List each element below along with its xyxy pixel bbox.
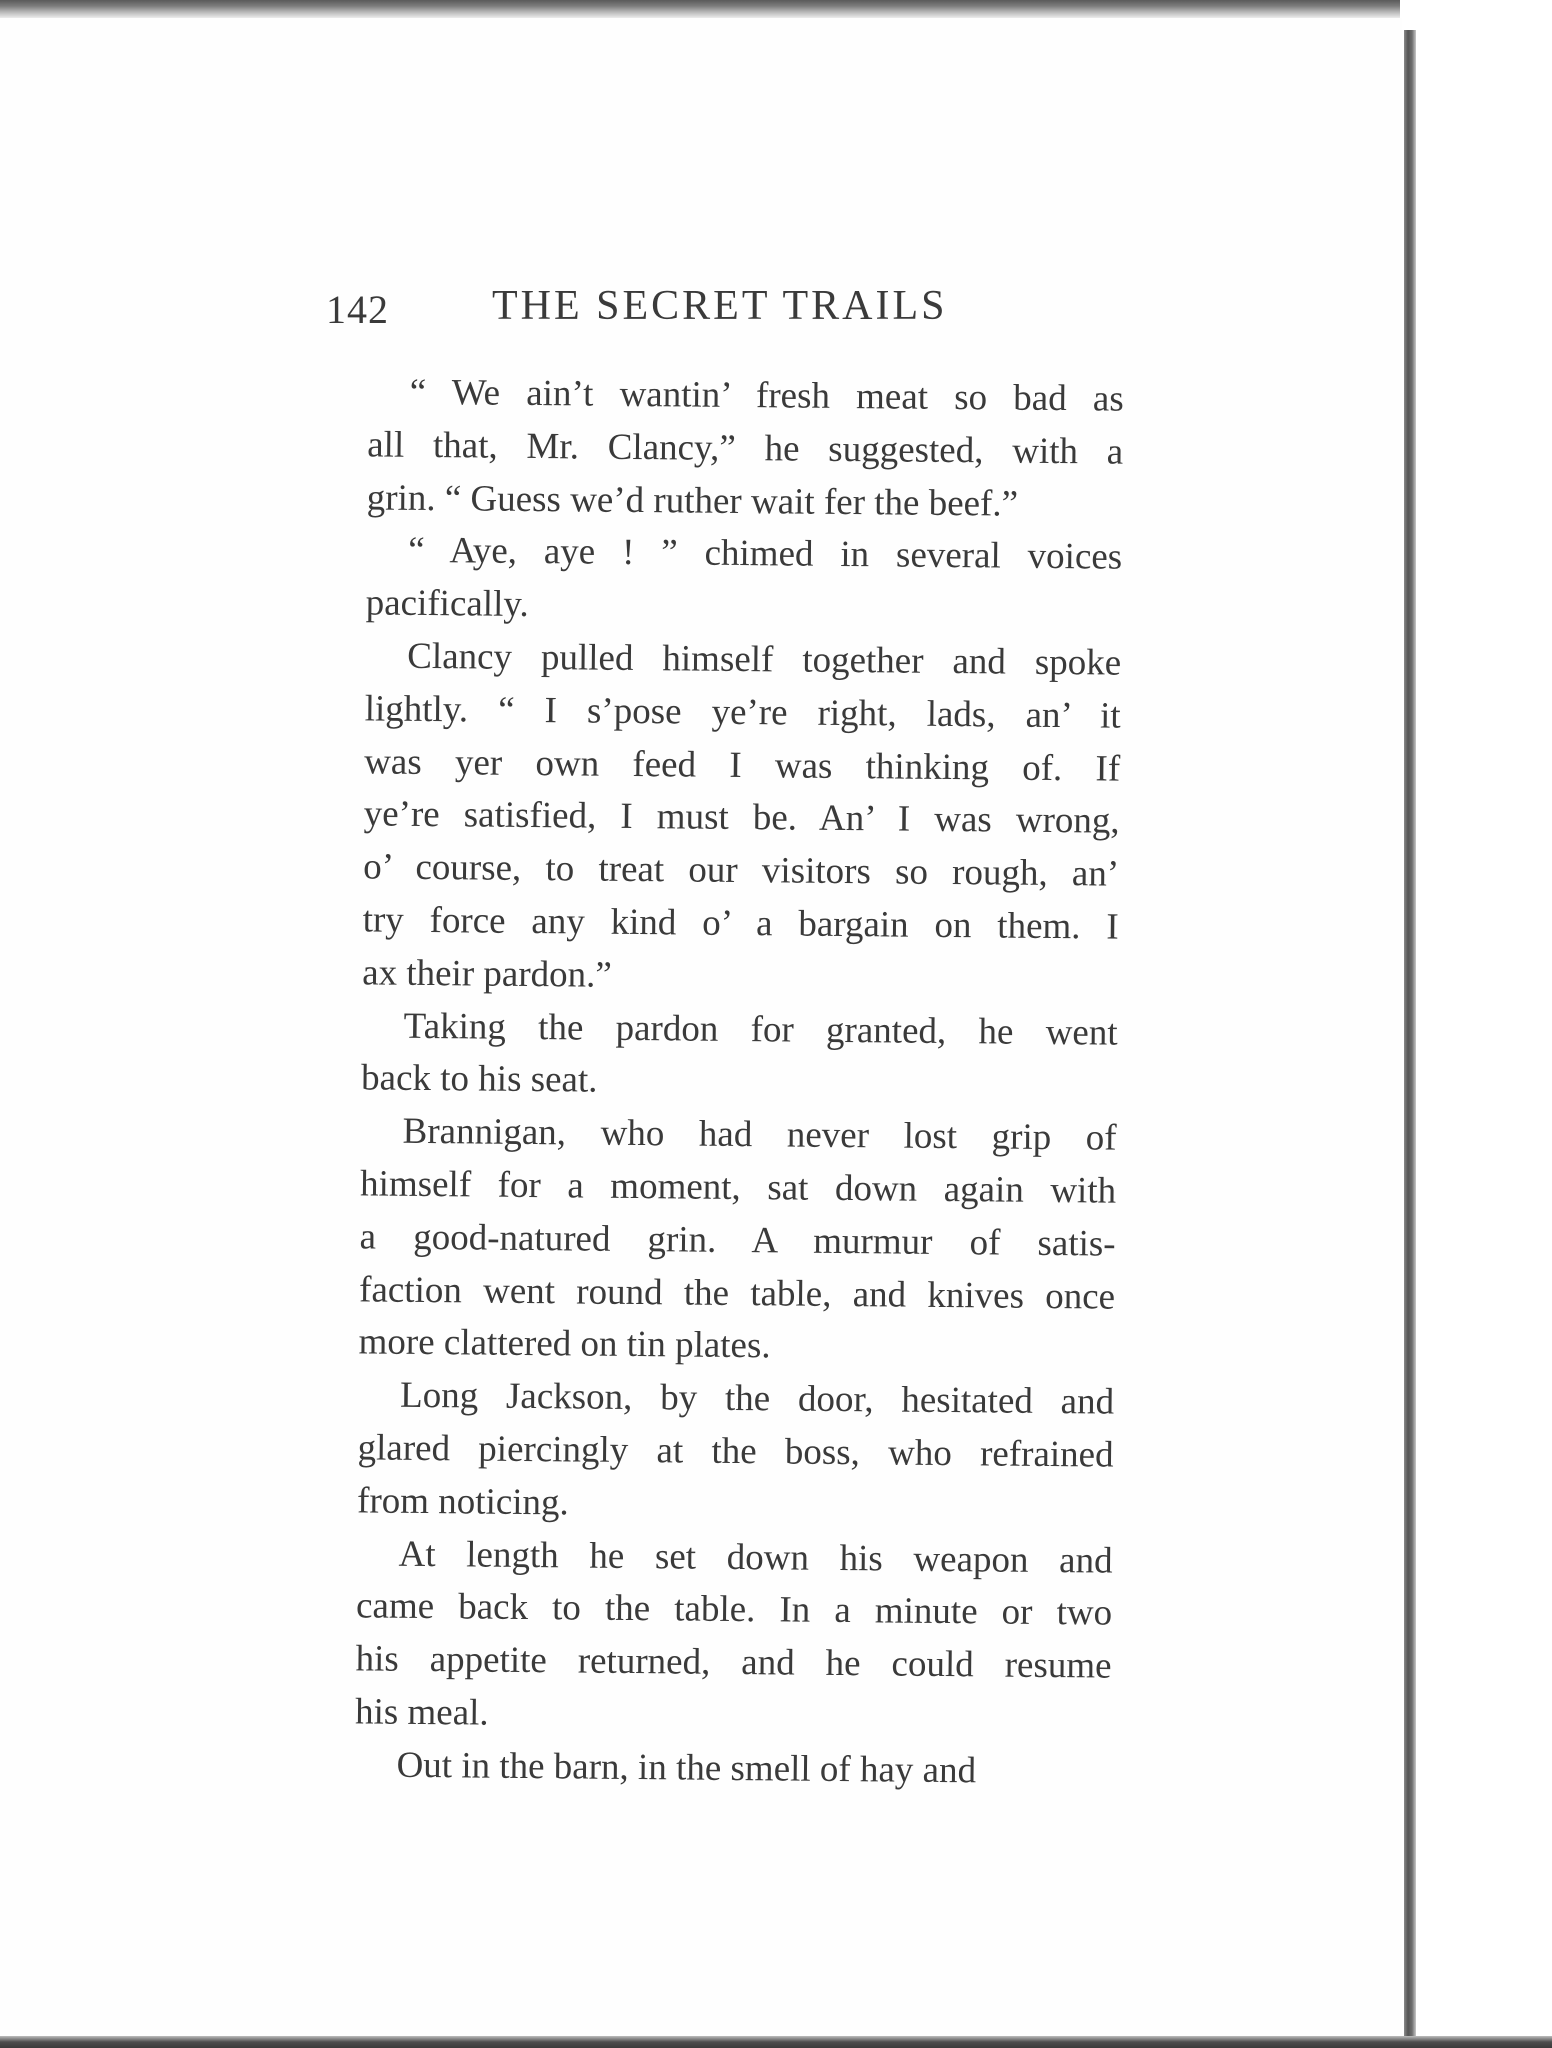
- paragraph: [323, 524, 1122, 637]
- text-line: grin. “ Guess we’d ruther wait fer the beef.”: [366, 476, 1019, 525]
- paragraph: [319, 1000, 1118, 1113]
- text-line: “ We ain’t wantin’ fresh meat so bad as: [409, 371, 1124, 420]
- text-line: Brannigan, who had never lost grip of: [402, 1110, 1117, 1159]
- text-line: his meal.: [354, 1691, 489, 1734]
- text-line: his appetite returned, and he could resume: [355, 1638, 1112, 1687]
- text-line: Taking the pardon for granted, he went: [403, 1005, 1118, 1054]
- paragraph: [320, 630, 1122, 1007]
- text-line: ye’re satisfied, I must be. An’ I was wrong,: [363, 793, 1120, 843]
- text-line: pacifically.: [365, 582, 529, 626]
- paragraph: [312, 1739, 1110, 1799]
- text-line: lightly. “ I s’pose ye’re right, lads, an’ it: [364, 688, 1121, 737]
- running-head: [326, 282, 1126, 342]
- text-line: a good-natured grin. A murmur of satis-: [359, 1216, 1116, 1265]
- book-gutter: [1404, 30, 1416, 2040]
- text-line: glared piercingly at the boss, who refrained: [357, 1427, 1114, 1476]
- paragraph: [315, 1369, 1114, 1535]
- text-line: Long Jackson, by the door, hesitated and: [399, 1374, 1115, 1423]
- text-line: himself for a moment, sat down again with: [359, 1163, 1117, 1212]
- text-line: At length he set down his weapon and: [398, 1533, 1113, 1582]
- text-line: back to his seat.: [360, 1057, 598, 1101]
- scan-bottom-edge: [0, 2036, 1552, 2048]
- text-line: try force any kind o’ a bargain on them. I: [362, 899, 1119, 948]
- text-line: was yer own feed I was thinking of. If: [364, 740, 1121, 790]
- book-title-header: THE SECRET TRAILS: [492, 283, 948, 329]
- text-line: o’ course, to treat our visitors so rough, an’: [362, 846, 1120, 895]
- paragraph: [316, 1105, 1116, 1377]
- text-line: from noticing.: [356, 1480, 569, 1524]
- paragraph: [313, 1527, 1113, 1746]
- paragraph: [324, 366, 1123, 532]
- text-line: all that, Mr. Clancy,” he suggested, with a: [367, 424, 1124, 473]
- text-line: more clattered on tin plates.: [358, 1321, 771, 1367]
- text-line: faction went round the table, and knives once: [358, 1268, 1116, 1318]
- body-text: [312, 366, 1124, 1799]
- text-line: “ Aye, aye ! ” chimed in several voices: [408, 530, 1123, 579]
- facing-page-edge: [1416, 0, 1552, 2048]
- text-line: came back to the table. In a minute or two: [355, 1585, 1113, 1634]
- scan-top-edge: [0, 0, 1400, 20]
- text-line: Clancy pulled himself together and spoke: [407, 635, 1122, 684]
- text-line: Out in the barn, in the smell of hay and: [396, 1744, 977, 1792]
- page-number: 142: [326, 287, 389, 332]
- text-line: ax their pardon.”: [361, 952, 613, 996]
